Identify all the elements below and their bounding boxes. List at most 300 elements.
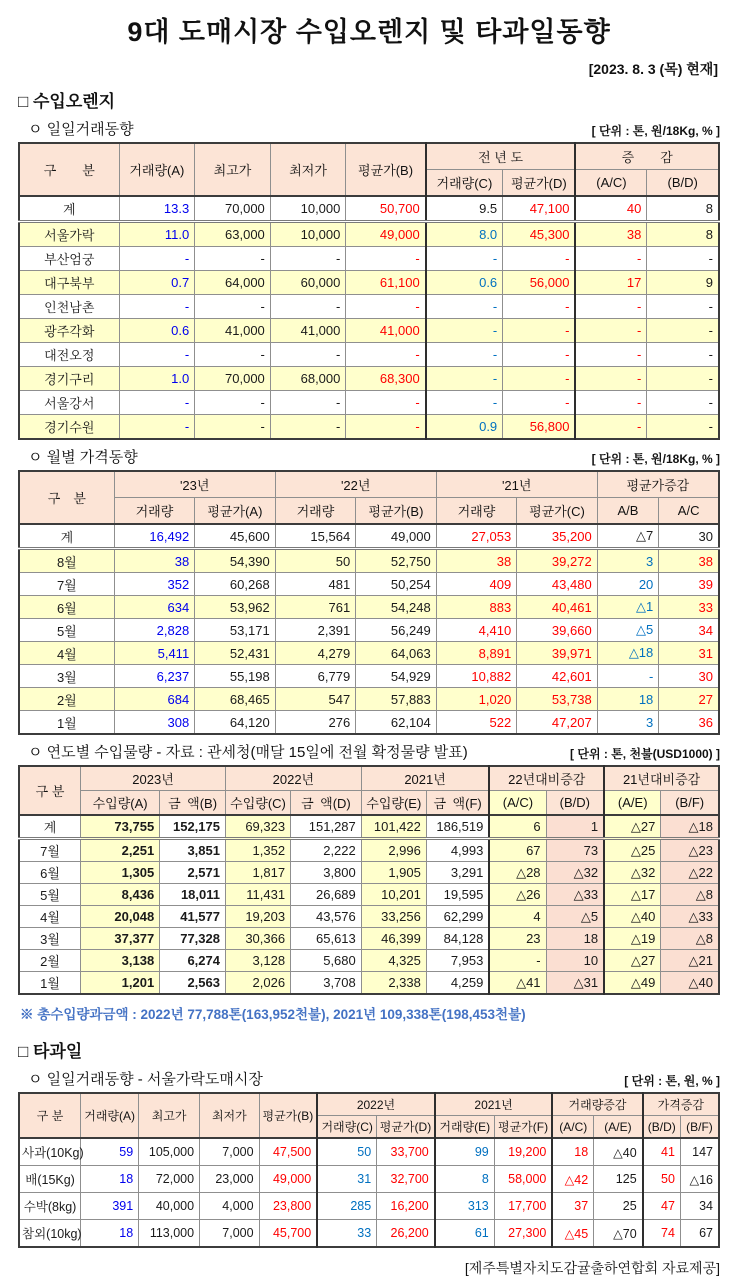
table-cell: 3,708 (291, 972, 362, 995)
table-cell: 1,020 (436, 688, 517, 711)
col-group-header: 21년대비증감 (604, 766, 719, 791)
row-label: 참외(10kg) (19, 1220, 81, 1248)
table-cell: 147 (680, 1138, 719, 1166)
table-cell: - (647, 343, 719, 367)
row-label: 수박(8kg) (19, 1193, 81, 1220)
table-cell: 40,461 (517, 596, 598, 619)
table-row (19, 711, 719, 735)
table-cell: 2,391 (275, 619, 356, 642)
table-cell: - (575, 295, 646, 319)
table-cell: - (270, 295, 346, 319)
col-header: 평균가(D) (377, 1116, 435, 1139)
table-cell: 35,200 (517, 524, 598, 549)
table-cell: 3,128 (225, 950, 290, 972)
table-cell: 47,100 (503, 196, 576, 222)
table-cell: △32 (546, 862, 604, 884)
table-row (19, 950, 719, 972)
table-cell: 8 (647, 222, 719, 247)
col-header: 평균가(B) (259, 1093, 317, 1138)
table-cell: △21 (661, 950, 719, 972)
col-group-header: 가격증감 (643, 1093, 719, 1116)
fruit-daily-table (18, 1092, 720, 1248)
table-cell: - (119, 343, 195, 367)
table-cell: - (426, 367, 503, 391)
col-header: 평균가(B) (356, 498, 437, 525)
table-cell: 54,390 (195, 549, 276, 573)
table-cell: 3,291 (426, 862, 489, 884)
table-cell: 1 (546, 815, 604, 839)
table-cell: 42,601 (517, 665, 598, 688)
table-cell: - (503, 247, 576, 271)
col-header: A/B (597, 498, 659, 525)
col-header: 거래량(E) (435, 1116, 495, 1139)
table-cell: 64,063 (356, 642, 437, 665)
table-cell: △28 (489, 862, 546, 884)
col-group-header: '21년 (436, 471, 597, 498)
daily-trend-unit-label: [ 단위 : 톤, 원/18Kg, % ] (591, 124, 720, 138)
table-cell: 19,595 (426, 884, 489, 906)
table-cell: 45,300 (503, 222, 576, 247)
table-cell: 64,000 (195, 271, 271, 295)
table-cell: 4,259 (426, 972, 489, 995)
col-group-header: 2021년 (435, 1093, 553, 1116)
table-cell: 52,431 (195, 642, 276, 665)
table-cell: - (195, 247, 271, 271)
table-cell: 50 (275, 549, 356, 573)
col-header: 평균가(F) (494, 1116, 552, 1139)
table-cell: 62,104 (356, 711, 437, 735)
table-cell: 27,300 (494, 1220, 552, 1248)
table-cell: - (119, 295, 195, 319)
table-row (19, 688, 719, 711)
row-label: 6월 (19, 596, 114, 619)
table-cell: △40 (604, 906, 661, 928)
daily-trade-table (18, 142, 720, 440)
table-cell: 10,000 (270, 196, 346, 222)
table-cell: 84,128 (426, 928, 489, 950)
table-cell: 17 (575, 271, 646, 295)
table-cell: 1,305 (81, 862, 160, 884)
table-cell: 4,325 (361, 950, 426, 972)
table-cell: 65,613 (291, 928, 362, 950)
table-cell: 62,299 (426, 906, 489, 928)
col-header: 금 액(B) (160, 791, 226, 816)
table-cell: 522 (436, 711, 517, 735)
row-label: 7월 (19, 573, 114, 596)
table-cell: 15,564 (275, 524, 356, 549)
table-cell: 50 (317, 1138, 377, 1166)
table-cell: 0.9 (426, 415, 503, 440)
yearly-import-unit-label: [ 단위 : 톤, 천불(USD1000) ] (570, 747, 720, 761)
table-cell: - (346, 295, 426, 319)
table-cell: 45,600 (195, 524, 276, 549)
table-cell: 3 (597, 711, 659, 735)
table-cell: △8 (661, 884, 719, 906)
table-cell: 3,851 (160, 839, 226, 862)
table-cell: △16 (680, 1166, 719, 1193)
table-cell: 19,200 (494, 1138, 552, 1166)
table-cell: 49,000 (346, 222, 426, 247)
table-cell: - (647, 247, 719, 271)
table-cell: △31 (546, 972, 604, 995)
table-cell: - (119, 415, 195, 440)
table-cell: 18 (552, 1138, 593, 1166)
table-cell: 11.0 (119, 222, 195, 247)
row-label: 부산엄궁 (19, 247, 119, 271)
table-row (19, 247, 719, 271)
table-cell: - (503, 319, 576, 343)
table-cell: 58,000 (494, 1166, 552, 1193)
table-cell: 6,779 (275, 665, 356, 688)
table-cell: 54,248 (356, 596, 437, 619)
table-cell: 19,203 (225, 906, 290, 928)
table-cell: 4,410 (436, 619, 517, 642)
table-cell: 32,700 (377, 1166, 435, 1193)
table-cell: 105,000 (139, 1138, 200, 1166)
table-cell: 99 (435, 1138, 495, 1166)
table-cell: △5 (546, 906, 604, 928)
row-label: 1월 (19, 711, 114, 735)
table-row (19, 549, 719, 573)
table-cell: - (575, 415, 646, 440)
table-cell: △41 (489, 972, 546, 995)
table-cell: 53,738 (517, 688, 598, 711)
table-cell: 26,689 (291, 884, 362, 906)
table-cell: - (503, 295, 576, 319)
table-cell: 33,700 (377, 1138, 435, 1166)
table-cell: - (503, 391, 576, 415)
table-cell: - (346, 343, 426, 367)
table-cell: 53,962 (195, 596, 276, 619)
table-cell: 313 (435, 1193, 495, 1220)
table-cell: 56,800 (503, 415, 576, 440)
col-group-header: '23년 (114, 471, 275, 498)
table-cell: △19 (604, 928, 661, 950)
table-cell: 17,700 (494, 1193, 552, 1220)
table-cell: 74 (643, 1220, 681, 1248)
table-row (19, 839, 719, 862)
table-cell: 68,465 (195, 688, 276, 711)
table-cell: - (270, 343, 346, 367)
monthly-trend-label: ㅇ 월별 가격동향 (28, 449, 138, 466)
table-cell: 2,026 (225, 972, 290, 995)
table-cell: 16,200 (377, 1193, 435, 1220)
table-cell: 67 (680, 1220, 719, 1248)
table-cell: 4,279 (275, 642, 356, 665)
table-cell: 68,300 (346, 367, 426, 391)
table-cell: 33 (659, 596, 719, 619)
table-cell: △45 (552, 1220, 593, 1248)
col-header: 구 분 (19, 471, 114, 524)
table-cell: 55,198 (195, 665, 276, 688)
col-group-header: 2023년 (81, 766, 226, 791)
total-import-note: ※ 총수입량과금액 : 2022년 77,788톤(163,952천불), 2021년 109,338톤(198,453천불) (20, 1007, 526, 1022)
table-cell: 276 (275, 711, 356, 735)
table-cell: 40 (575, 196, 646, 222)
table-cell: △18 (597, 642, 659, 665)
table-cell: △27 (604, 950, 661, 972)
table-cell: 46,399 (361, 928, 426, 950)
table-cell: 481 (275, 573, 356, 596)
table-cell: 30,366 (225, 928, 290, 950)
table-cell: 41,000 (195, 319, 271, 343)
row-label: 5월 (19, 619, 114, 642)
table-row (19, 415, 719, 440)
table-cell: 4,993 (426, 839, 489, 862)
table-cell: 285 (317, 1193, 377, 1220)
table-cell: 152,175 (160, 815, 226, 839)
table-cell: △17 (604, 884, 661, 906)
table-cell: 30 (659, 665, 719, 688)
table-cell: - (270, 415, 346, 440)
col-header: 최저가 (270, 143, 346, 196)
table-cell: 1,352 (225, 839, 290, 862)
table-cell: 4 (489, 906, 546, 928)
table-row (19, 928, 719, 950)
table-cell: 41,577 (160, 906, 226, 928)
col-group-header: 증 감 (575, 143, 719, 170)
table-cell: 20,048 (81, 906, 160, 928)
table-cell: 5,680 (291, 950, 362, 972)
table-row (19, 222, 719, 247)
table-cell: 1.0 (119, 367, 195, 391)
table-cell: 70,000 (195, 367, 271, 391)
table-cell: 69,323 (225, 815, 290, 839)
fruit-daily-label: ㅇ 일일거래동향 - 서울가락도매시장 (28, 1071, 263, 1088)
table-cell: 43,576 (291, 906, 362, 928)
table-cell: 16,492 (114, 524, 195, 549)
col-header: A/C (659, 498, 719, 525)
table-cell: 54,929 (356, 665, 437, 688)
table-cell: △40 (594, 1138, 643, 1166)
table-cell: 50,254 (356, 573, 437, 596)
table-cell: 39,971 (517, 642, 598, 665)
table-cell: - (503, 343, 576, 367)
table-cell: 70,000 (195, 196, 271, 222)
row-label: 광주각화 (19, 319, 119, 343)
col-group-header: 평균가증감 (597, 471, 719, 498)
table-cell: 47 (643, 1193, 681, 1220)
table-cell: 352 (114, 573, 195, 596)
table-cell: 3,800 (291, 862, 362, 884)
table-cell: 634 (114, 596, 195, 619)
row-label: 인천남촌 (19, 295, 119, 319)
table-cell: - (346, 247, 426, 271)
row-label: 7월 (19, 839, 81, 862)
table-cell: - (647, 391, 719, 415)
table-cell: 9 (647, 271, 719, 295)
table-cell: △32 (604, 862, 661, 884)
col-header: 거래량 (436, 498, 517, 525)
table-cell: △49 (604, 972, 661, 995)
table-cell: - (575, 367, 646, 391)
monthly-price-table-header (19, 471, 719, 524)
table-cell: 8.0 (426, 222, 503, 247)
table-cell: 2,251 (81, 839, 160, 862)
table-cell: 39,272 (517, 549, 598, 573)
page-title: 9대 도매시장 수입오렌지 및 타과일동향 (127, 17, 611, 47)
table-cell: 40,000 (139, 1193, 200, 1220)
row-label: 경기수원 (19, 415, 119, 440)
table-cell: 60,268 (195, 573, 276, 596)
row-label: 서울강서 (19, 391, 119, 415)
table-cell: 4,000 (200, 1193, 260, 1220)
table-cell: 39,660 (517, 619, 598, 642)
table-cell: 52,750 (356, 549, 437, 573)
table-cell: 31 (317, 1166, 377, 1193)
col-group-header: 2021년 (361, 766, 489, 791)
table-cell: - (346, 415, 426, 440)
table-cell: 45,700 (259, 1220, 317, 1248)
col-header: 거래량(A) (119, 143, 195, 196)
table-cell: 68,000 (270, 367, 346, 391)
col-header: 평균가(D) (503, 170, 576, 197)
table-row (19, 1166, 719, 1193)
table-cell: 34 (680, 1193, 719, 1220)
table-cell: 73,755 (81, 815, 160, 839)
table-cell: 0.7 (119, 271, 195, 295)
row-label: 6월 (19, 862, 81, 884)
row-label: 대구북부 (19, 271, 119, 295)
table-cell: 33 (317, 1220, 377, 1248)
table-cell: 61 (435, 1220, 495, 1248)
table-cell: 10 (546, 950, 604, 972)
table-cell: - (195, 295, 271, 319)
col-header: 수입량(A) (81, 791, 160, 816)
col-header: (B/D) (643, 1116, 681, 1139)
row-label: 대전오정 (19, 343, 119, 367)
yearly-import-table-body (19, 815, 719, 994)
report-date: [2023. 8. 3 (목) 현재] (588, 61, 718, 77)
row-label: 사과(10Kg) (19, 1138, 81, 1166)
row-label: 서울가락 (19, 222, 119, 247)
row-label: 3월 (19, 665, 114, 688)
data-source-footer: [제주특별자치도감귤출하연합회 자료제공] (464, 1260, 720, 1276)
table-cell: 26,200 (377, 1220, 435, 1248)
table-cell: - (195, 391, 271, 415)
table-cell: 56,249 (356, 619, 437, 642)
table-cell: 2,996 (361, 839, 426, 862)
table-cell: 41,000 (270, 319, 346, 343)
table-cell: 391 (81, 1193, 139, 1220)
table-cell: 308 (114, 711, 195, 735)
table-cell: △27 (604, 815, 661, 839)
table-cell: 72,000 (139, 1166, 200, 1193)
table-row (19, 1193, 719, 1220)
table-cell: - (597, 665, 659, 688)
table-cell: 50 (643, 1166, 681, 1193)
table-cell: 38 (575, 222, 646, 247)
table-row (19, 295, 719, 319)
col-header: 금 액(D) (291, 791, 362, 816)
row-label: 계 (19, 524, 114, 549)
table-cell: 67 (489, 839, 546, 862)
col-header: (A/C) (575, 170, 646, 197)
table-cell: - (575, 247, 646, 271)
table-row (19, 884, 719, 906)
table-cell: 39 (659, 573, 719, 596)
table-row (19, 1138, 719, 1166)
table-row (19, 1220, 719, 1248)
table-cell: 7,953 (426, 950, 489, 972)
table-cell: - (647, 367, 719, 391)
table-row (19, 619, 719, 642)
row-label: 4월 (19, 906, 81, 928)
fruit-daily-unit-label: [ 단위 : 톤, 원, % ] (624, 1074, 720, 1088)
table-row (19, 596, 719, 619)
col-header: 평균가(A) (195, 498, 276, 525)
col-header: (A/E) (604, 791, 661, 816)
table-cell: 547 (275, 688, 356, 711)
table-cell: 18 (597, 688, 659, 711)
col-group-header: 거래량증감 (552, 1093, 642, 1116)
table-cell: 8,891 (436, 642, 517, 665)
table-cell: - (426, 343, 503, 367)
table-row (19, 343, 719, 367)
fruit-daily-table-header (19, 1093, 719, 1138)
table-cell: 5,411 (114, 642, 195, 665)
col-header: 구 분 (19, 766, 81, 815)
table-row (19, 319, 719, 343)
row-label: 1월 (19, 972, 81, 995)
table-cell: 10,201 (361, 884, 426, 906)
table-cell: 60,000 (270, 271, 346, 295)
table-cell: 18 (546, 928, 604, 950)
table-row (19, 524, 719, 549)
yearly-import-table-header (19, 766, 719, 815)
table-cell: 49,000 (259, 1166, 317, 1193)
table-cell: - (647, 415, 719, 440)
table-cell: 8 (647, 196, 719, 222)
table-cell: - (575, 391, 646, 415)
col-header: (B/F) (680, 1116, 719, 1139)
table-row (19, 862, 719, 884)
table-cell: 151,287 (291, 815, 362, 839)
table-cell: 761 (275, 596, 356, 619)
table-cell: 9.5 (426, 196, 503, 222)
table-cell: 27,053 (436, 524, 517, 549)
daily-trend-header-row (18, 118, 720, 139)
table-cell: 0.6 (426, 271, 503, 295)
table-cell: 25 (594, 1193, 643, 1220)
table-cell: - (575, 343, 646, 367)
row-label: 8월 (19, 549, 114, 573)
table-cell: △40 (661, 972, 719, 995)
table-cell: 18 (81, 1166, 139, 1193)
table-cell: △33 (546, 884, 604, 906)
table-cell: 41 (643, 1138, 681, 1166)
table-cell: 13.3 (119, 196, 195, 222)
table-cell: - (346, 391, 426, 415)
table-cell: 2,828 (114, 619, 195, 642)
monthly-trend-unit-label: [ 단위 : 톤, 원/18Kg, % ] (591, 452, 720, 466)
daily-trend-label: ㅇ 일일거래동향 (28, 121, 134, 138)
table-cell: - (270, 247, 346, 271)
table-cell: 36 (659, 711, 719, 735)
table-cell: △33 (661, 906, 719, 928)
col-header: 거래량(A) (81, 1093, 139, 1138)
table-cell: 20 (597, 573, 659, 596)
row-label: 경기구리 (19, 367, 119, 391)
table-cell: - (195, 415, 271, 440)
table-cell: - (503, 367, 576, 391)
monthly-trend-header-row (18, 446, 720, 467)
table-row (19, 196, 719, 222)
col-header: 거래량 (114, 498, 195, 525)
table-row (19, 906, 719, 928)
col-header: 최고가 (139, 1093, 200, 1138)
monthly-price-table-body (19, 524, 719, 734)
